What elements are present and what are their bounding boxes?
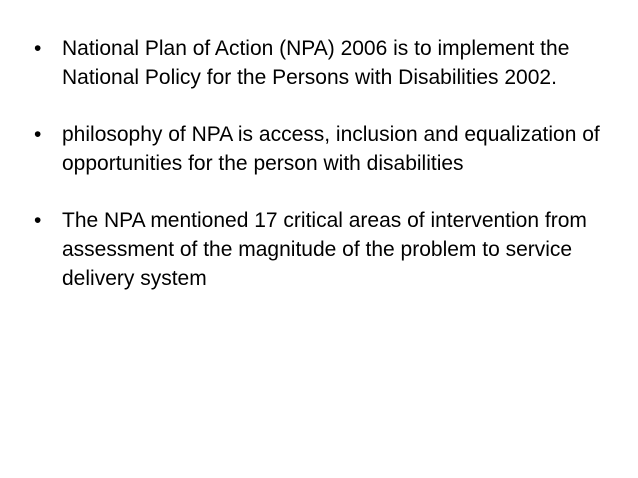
bullet-dot-icon: •	[34, 123, 42, 146]
bullet-item-philosophy	[34, 120, 604, 178]
bullet-item-npa-2006	[34, 34, 604, 92]
bullet-dot-icon: •	[34, 209, 42, 232]
bullet-dot-icon: •	[34, 37, 42, 60]
bullet-text: The NPA mentioned 17 critical areas of intervention from assessment of the magnitude of the problem to service delivery system	[62, 209, 587, 290]
bullet-text: National Plan of Action (NPA) 2006 is to implement the National Policy for the Persons with Disabilities 2002.	[62, 37, 570, 89]
bullet-list	[34, 34, 604, 321]
bullet-text: philosophy of NPA is access, inclusion and equalization of opportunities for the person with disabilities	[62, 123, 600, 175]
bullet-item-critical-areas	[34, 206, 604, 293]
